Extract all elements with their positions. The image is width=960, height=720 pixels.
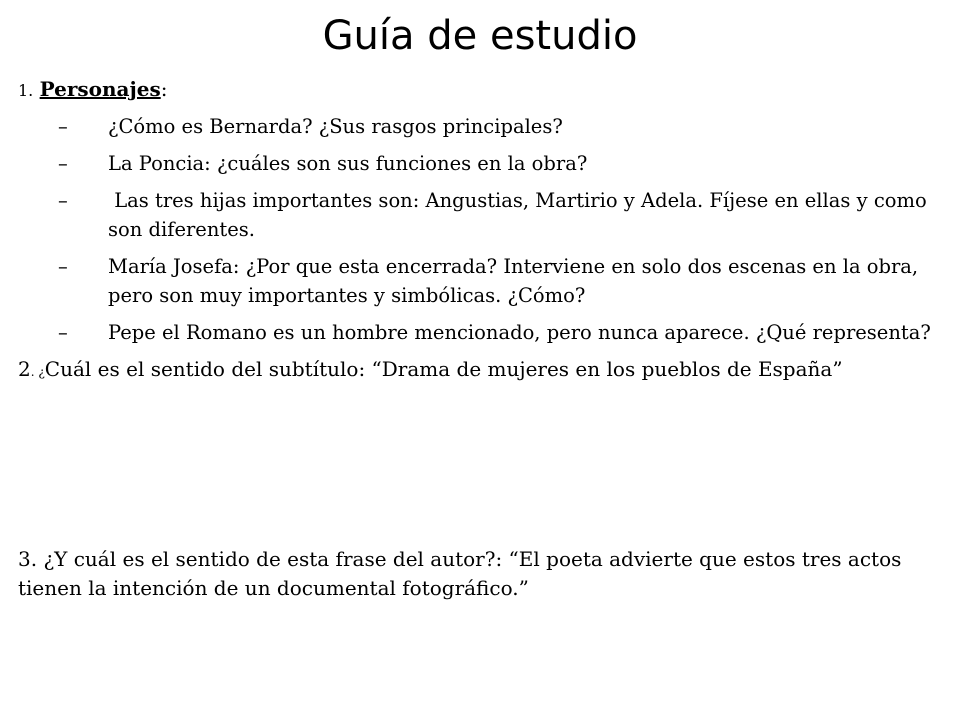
list-item-text: María Josefa: ¿Por que esta encerrada? Interviene en solo dos escenas en la obra, pero son muy importantes y simbólicas. ¿Cómo? [108, 255, 919, 307]
question-1-number: 1. [18, 81, 34, 100]
character-list [18, 112, 938, 347]
list-item [18, 149, 938, 178]
list-item-text: ¿Cómo es Bernarda? ¿Sus rasgos principales? [108, 115, 563, 138]
question-2-small-marker: . ¿ [30, 365, 45, 379]
list-item-text: Las tres hijas importantes son: Angustias, Martirio y Adela. Fíjese en ellas y como son diferentes. [108, 189, 933, 241]
list-item [18, 112, 938, 141]
dash-bullet: – [58, 152, 68, 175]
question-1-colon: : [160, 77, 168, 101]
question-2-number: 2 [18, 357, 31, 381]
question-1-heading [18, 74, 938, 106]
question-2-text: Cuál es el sentido del subtítulo: “Drama de mujeres en los pueblos de España” [44, 357, 843, 381]
dash-bullet: – [58, 255, 68, 278]
dash-bullet: – [58, 115, 68, 138]
list-item-text: La Poncia: ¿cuáles son sus funciones en la obra? [108, 152, 588, 175]
list-item-text: Pepe el Romano es un hombre mencionado, pero nunca aparece. ¿Qué representa? [108, 321, 931, 344]
list-item [18, 318, 938, 347]
dash-bullet: – [58, 189, 68, 212]
dash-bullet: – [58, 321, 68, 344]
question-2 [18, 355, 938, 387]
question-3: 3. ¿Y cuál es el sentido de esta frase del autor?: “El poeta advierte que estos tres actos tienen la intención de un documental fotográfico.” [18, 547, 902, 600]
list-item [18, 252, 938, 310]
question-1-label: Personajes [39, 77, 161, 101]
slide-body [18, 74, 938, 387]
slide-title: Guía de estudio [322, 13, 638, 59]
list-item [18, 186, 938, 244]
